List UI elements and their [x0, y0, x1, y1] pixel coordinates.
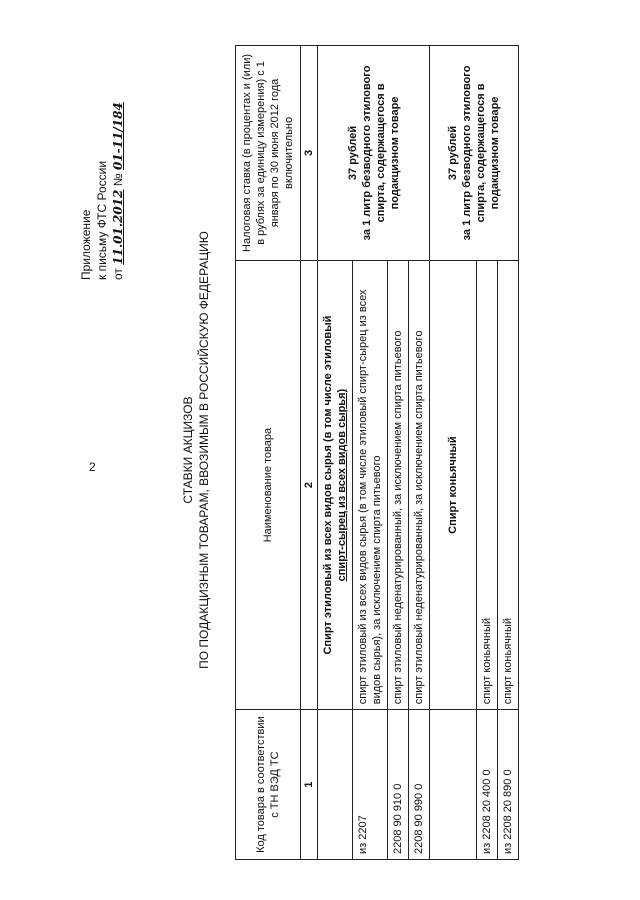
appendix-block	[78, 102, 126, 280]
group1-header-row	[318, 46, 353, 860]
row-code: 2208 90 910 0	[388, 710, 409, 860]
table-header-row	[236, 46, 301, 860]
page-number: 2	[89, 460, 96, 474]
group2-rate	[430, 46, 519, 261]
appendix-line2: к письму ФТС России	[95, 160, 109, 280]
group1-rate-unit: за 1 литр безводного этилового спирта, содержащегося в подакцизном товаре	[360, 65, 401, 241]
group1-rate	[318, 46, 430, 261]
col-number-3: 3	[301, 46, 318, 261]
group2-rate-amount: 37 рублей	[447, 125, 459, 181]
col-number-2: 2	[301, 260, 318, 709]
row-code: 2208 90 990 0	[409, 710, 430, 860]
appendix-line1: Приложение	[79, 209, 93, 280]
group1-name	[318, 260, 353, 709]
col-number-1: 1	[301, 710, 318, 860]
column-number-row	[301, 46, 318, 860]
group2-header-row	[430, 46, 477, 860]
document-title	[180, 0, 212, 900]
row-code: из 2208 20 400 0	[477, 710, 498, 860]
row-name: спирт коньячный	[477, 260, 498, 709]
from-label: от	[111, 268, 125, 280]
appendix-line3	[110, 102, 126, 280]
excise-rates-table	[235, 45, 519, 860]
row-code: из 2207	[353, 710, 388, 860]
header-rate: Налоговая ставка (в процентах и (или) в рублях за единицу измерения) с 1 января по 30 июня 2012 года включительно	[236, 46, 301, 261]
header-name: Наименование товара	[236, 260, 301, 709]
row-code: из 2208 20 890 0	[498, 710, 519, 860]
row-name: спирт коньячный	[498, 260, 519, 709]
group1-rate-amount: 37 рублей	[346, 125, 359, 181]
letter-number: 01-11/184	[111, 102, 125, 171]
title-line1: СТАВКИ АКЦИЗОВ	[181, 396, 195, 504]
group2-rate-unit: за 1 литр безводного этилового спирта, содержащегося в подакцизном товаре	[461, 65, 501, 241]
row-name: спирт этиловый неденатурированный, за исключением спирта питьевого	[388, 260, 409, 709]
row-name: спирт этиловый неденатурированный, за исключением спирта питьевого	[409, 260, 430, 709]
group1-name-line2: спирт-сырец из всех видов сырья)	[336, 388, 348, 582]
group1-name-line1: Спирт этиловый из всех видов сырья (в том числе этиловый	[322, 315, 334, 655]
letter-date: 11.01.2012	[111, 189, 125, 265]
title-line2: ПО ПОДАКЦИЗНЫМ ТОВАРАМ, ВВОЗИМЫМ В РОССИЙСКУЮ ФЕДЕРАЦИЮ	[197, 231, 211, 669]
row-name: спирт этиловый из всех видов сырья (в том числе этиловый спирт-сырец из всех видов сырья), за исключением спирта питьевого	[353, 260, 388, 709]
header-code: Код товара в соответствии с ТН ВЭД ТС	[236, 710, 301, 860]
number-label: №	[111, 173, 125, 187]
group2-name: Спирт коньячный	[430, 260, 477, 709]
